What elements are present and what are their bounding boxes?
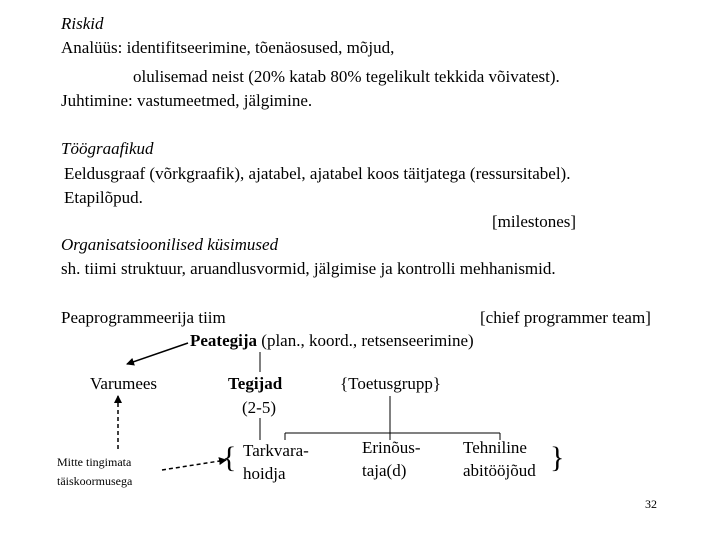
cpt-developers: Tegijad (228, 374, 283, 393)
cpt-english-label: [chief programmer team] (480, 308, 651, 327)
schedules-heading: Töögraafikud (61, 139, 154, 158)
cpt-expert-line2: taja(d) (362, 461, 407, 480)
schedules-line1: Eeldusgraaf (võrkgraafik), ajatabel, ajatabel koos täitjatega (ressursitabel). (64, 164, 571, 183)
cpt-expert-line1: Erinõus- (362, 438, 421, 457)
cpt-developers-count: (2-5) (242, 398, 276, 417)
cpt-librarian-line1: Tarkvara- (243, 441, 309, 460)
risks-management: Juhtimine: vastumeetmed, jälgimine. (61, 91, 313, 110)
cpt-backup: Varumees (90, 374, 158, 393)
cpt-leader: Peategija (190, 331, 258, 350)
cpt-leader-desc: (plan., koord., retsenseerimine) (257, 331, 474, 350)
milestones-label: [milestones] (492, 212, 577, 231)
cpt-tech-line2: abitööjõud (463, 461, 536, 480)
risks-analysis-cont: olulisemad neist (20% katab 80% tegelikult tekkida võivatest). (133, 67, 560, 86)
cpt-librarian-line2: hoidja (243, 464, 286, 483)
cpt-title: Peaprogrammeerija tiim (61, 308, 226, 327)
cpt-condition-line1: Mitte tingimata (57, 455, 132, 469)
risks-heading: Riskid (61, 14, 104, 33)
cpt-condition-line2: täiskoormusega (57, 474, 133, 488)
org-heading: Organisatsioonilised küsimused (61, 235, 279, 254)
leader-to-backup-arrow (127, 343, 188, 364)
cpt-support-group: {Toetusgrupp} (340, 374, 442, 393)
librarian-open-brace: { (222, 441, 237, 474)
schedules-line2: Etapilõpud. (64, 188, 143, 207)
page-number: 32 (645, 497, 657, 511)
risks-analysis: Analüüs: identifitseerimine, tõenäosused, mõjud, (61, 38, 395, 57)
cpt-tech-line1: Tehniline (463, 438, 527, 457)
tech-close-brace: } (550, 441, 565, 474)
org-line: sh. tiimi struktuur, aruandlusvormid, jälgimise ja kontrolli mehhanismid. (61, 259, 556, 278)
condition-to-librarian-arrow (162, 460, 226, 470)
